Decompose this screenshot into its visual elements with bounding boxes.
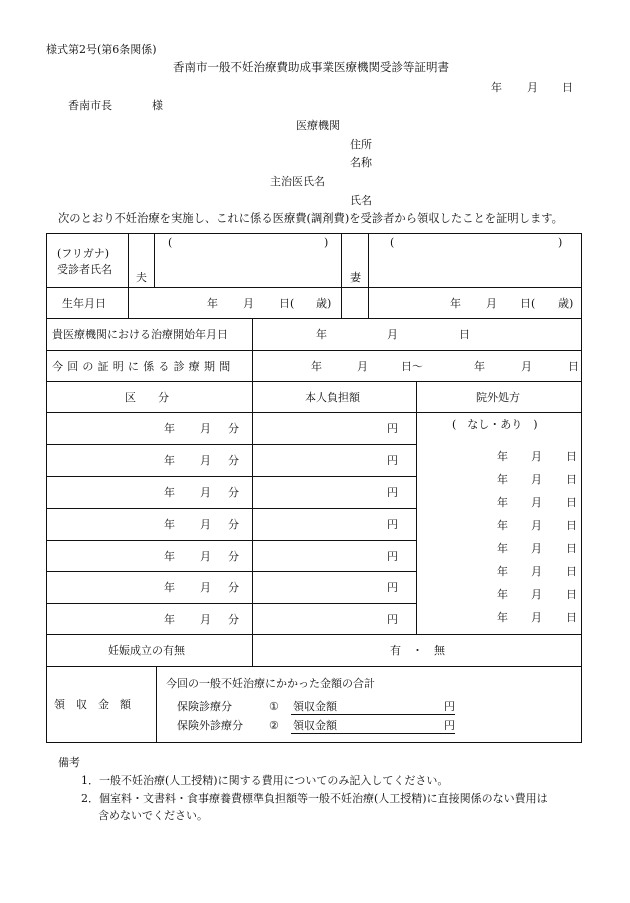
ext-month: 月	[531, 542, 542, 555]
wife-label: 妻	[350, 271, 361, 284]
ext-day: 日	[566, 542, 577, 555]
institution-label: 医療機関	[296, 119, 340, 132]
husband-furigana-close: )	[324, 236, 329, 249]
ext-year: 年	[497, 542, 508, 555]
ext-day: 日	[566, 565, 577, 578]
pregnancy-value: 有 ・ 無	[390, 644, 445, 657]
receipt-total-label: 今回の一般不妊治療にかかった金額の合計	[166, 677, 375, 690]
row-period-suffix: 分	[228, 422, 239, 435]
row-yen: 円	[387, 581, 398, 594]
row-divider	[46, 476, 416, 477]
husband-age: 歳)	[316, 297, 332, 310]
external-prescription-header: 院外処方	[476, 391, 520, 404]
ext-day: 日	[566, 611, 577, 624]
row-period-suffix: 分	[228, 518, 239, 531]
ext-month: 月	[531, 588, 542, 601]
husband-birth-year: 年	[207, 297, 218, 310]
treatment-period-label: 今回の証明に係る診療期間	[52, 360, 235, 373]
wife-birth-day: 日(	[520, 297, 536, 310]
col-divider	[416, 381, 417, 634]
uninsured-amount-line	[291, 733, 455, 734]
pregnancy-label: 妊娠成立の有無	[108, 644, 185, 657]
ext-month: 月	[531, 565, 542, 578]
husband-birth-day: 日(	[279, 297, 295, 310]
row-year: 年	[164, 518, 175, 531]
husband-birth-month: 月	[243, 297, 254, 310]
row-divider	[46, 571, 416, 572]
ext-year: 年	[497, 450, 508, 463]
row-yen: 円	[387, 422, 398, 435]
period-from-month: 月	[357, 360, 368, 373]
ext-day: 日	[566, 473, 577, 486]
insured-number: ①	[269, 700, 279, 713]
wife-birth-month: 月	[486, 297, 497, 310]
row-month: 月	[200, 613, 211, 626]
period-from-day: 日～	[401, 360, 423, 373]
row-period-suffix: 分	[228, 581, 239, 594]
row-year: 年	[164, 581, 175, 594]
receipt-amount-label: 領 収 金 額	[54, 698, 131, 711]
ext-day: 日	[566, 519, 577, 532]
husband-label: 夫	[136, 271, 147, 284]
ext-day: 日	[566, 588, 577, 601]
row-month: 月	[200, 454, 211, 467]
ext-month: 月	[531, 450, 542, 463]
period-to-year: 年	[474, 360, 485, 373]
wife-furigana-close: )	[558, 236, 563, 249]
husband-furigana-open: (	[168, 236, 173, 249]
row-divider	[46, 350, 582, 351]
period-from-year: 年	[311, 360, 322, 373]
row-yen: 円	[387, 550, 398, 563]
ext-day: 日	[566, 450, 577, 463]
row-year: 年	[164, 486, 175, 499]
birth-date-label: 生年月日	[62, 297, 106, 310]
row-period-suffix: 分	[228, 550, 239, 563]
note-1: 1．一般不妊治療(人工授精)に関する費用についてのみ記入してください。	[81, 774, 449, 787]
address-label: 住所	[350, 138, 372, 151]
addressee-honorific: 様	[152, 99, 163, 112]
col-divider	[156, 666, 157, 743]
row-year: 年	[164, 454, 175, 467]
col-divider	[368, 233, 369, 318]
insured-label: 保険診療分	[177, 700, 232, 713]
row-divider	[46, 412, 582, 413]
row-period-suffix: 分	[228, 454, 239, 467]
row-yen: 円	[387, 613, 398, 626]
treatment-start-label: 貴医療機関における治療開始年月日	[52, 328, 228, 341]
row-month: 月	[200, 422, 211, 435]
ext-year: 年	[497, 611, 508, 624]
uninsured-label: 保険外診療分	[177, 719, 243, 732]
row-divider	[46, 634, 582, 635]
note-2: 2．個室料・文書料・食事療養費標準負担額等一般不妊治療(人工授精)に直接関係のない費用は	[81, 792, 548, 805]
row-divider	[46, 444, 416, 445]
wife-furigana-open: (	[390, 236, 395, 249]
wife-age: 歳)	[558, 297, 574, 310]
row-month: 月	[200, 486, 211, 499]
row-divider	[46, 287, 582, 288]
patient-name-label: 受診者氏名	[57, 263, 112, 276]
insured-amount-label: 領収金額	[293, 700, 337, 713]
ext-year: 年	[497, 588, 508, 601]
col-divider	[128, 233, 129, 318]
date-day: 日	[562, 81, 573, 94]
ext-year: 年	[497, 565, 508, 578]
period-to-month: 月	[521, 360, 532, 373]
uninsured-number: ②	[269, 719, 279, 732]
ext-month: 月	[531, 519, 542, 532]
row-year: 年	[164, 550, 175, 563]
certification-statement: 次のとおり不妊治療を実施し、これに係る医療費(調剤費)を受診者から領収したことを証明します。	[58, 212, 563, 225]
uninsured-amount-label: 領収金額	[293, 719, 337, 732]
col-divider	[154, 233, 155, 287]
ext-year: 年	[497, 519, 508, 532]
row-period-suffix: 分	[228, 486, 239, 499]
notes-heading: 備考	[58, 756, 80, 769]
row-yen: 円	[387, 454, 398, 467]
row-divider	[46, 540, 416, 541]
row-divider	[46, 603, 416, 604]
note-2-continued: 含めないでください。	[98, 809, 208, 822]
external-prescription-choice: ( なし・あり )	[452, 418, 538, 431]
date-month: 月	[527, 81, 538, 94]
doctor-label: 主治医氏名	[270, 175, 325, 188]
start-day: 日	[459, 328, 470, 341]
row-divider	[46, 318, 582, 319]
row-period-suffix: 分	[228, 613, 239, 626]
insured-amount-line	[291, 714, 455, 715]
ext-year: 年	[497, 496, 508, 509]
ext-day: 日	[566, 496, 577, 509]
period-to-day: 日	[568, 360, 579, 373]
form-title: 香南市一般不妊治療費助成事業医療機関受診等証明書	[173, 60, 449, 74]
col-divider	[252, 318, 253, 666]
row-month: 月	[200, 518, 211, 531]
start-month: 月	[387, 328, 398, 341]
addressee: 香南市長	[68, 99, 112, 112]
row-divider	[46, 666, 582, 667]
institution-name-label: 名称	[350, 156, 372, 169]
row-divider	[46, 381, 582, 382]
row-year: 年	[164, 613, 175, 626]
category-header: 区 分	[125, 391, 169, 404]
row-year: 年	[164, 422, 175, 435]
start-year: 年	[316, 328, 327, 341]
wife-birth-year: 年	[450, 297, 461, 310]
row-divider	[46, 508, 416, 509]
insured-yen: 円	[444, 700, 455, 713]
payment-header: 本人負担額	[305, 391, 360, 404]
furigana-label: (フリガナ)	[57, 247, 110, 260]
row-yen: 円	[387, 518, 398, 531]
row-month: 月	[200, 581, 211, 594]
col-divider	[341, 233, 342, 318]
ext-month: 月	[531, 473, 542, 486]
uninsured-yen: 円	[444, 719, 455, 732]
row-yen: 円	[387, 486, 398, 499]
row-month: 月	[200, 550, 211, 563]
form-number: 様式第2号(第6条関係)	[46, 43, 157, 56]
ext-month: 月	[531, 496, 542, 509]
ext-year: 年	[497, 473, 508, 486]
date-year: 年	[491, 81, 502, 94]
doctor-name-label: 氏名	[350, 194, 372, 207]
ext-month: 月	[531, 611, 542, 624]
